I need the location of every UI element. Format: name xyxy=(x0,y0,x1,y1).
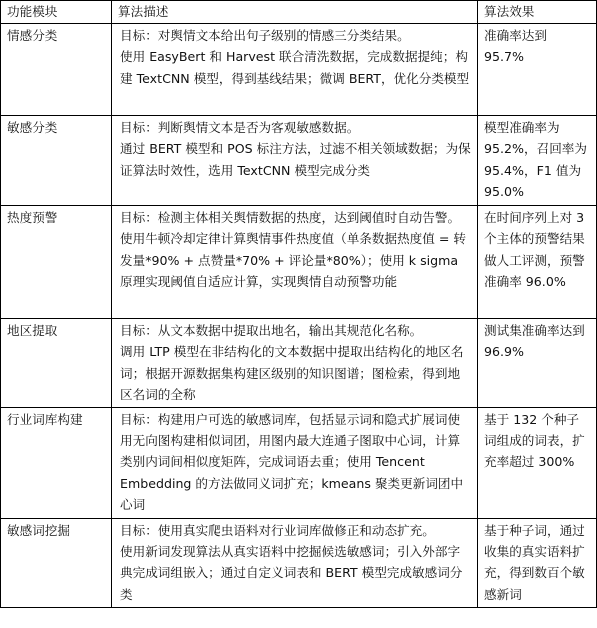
algorithm-cell xyxy=(112,24,478,116)
algorithm-cell xyxy=(112,407,478,518)
module-cell: 敏感分类 xyxy=(1,116,112,206)
header-effect: 算法效果 xyxy=(478,1,597,24)
algorithm-goal: 目标：构建用户可选的敏感词库，包括显示词和隐式扩展词使用无向图构建相似词团，用图内最大连通子图取中心词，计算类别内词间相似度矩阵，完成词语去重；使用 Tencent Embedding 的方法做同义词扩充；kmeans 聚类更新词团中心词 xyxy=(120,411,464,513)
module-cell: 敏感词挖掘 xyxy=(1,518,112,607)
header-row xyxy=(1,1,597,24)
effect-cell: 在时间序列上对 3 个主体的预警结果做人工评测，预警准确率 96.0% xyxy=(478,206,597,319)
effect-cell: 准确率达到 95.7% xyxy=(478,24,597,116)
header-algorithm: 算法描述 xyxy=(112,1,478,24)
algorithm-method: 使用牛顿冷却定律计算舆情事件热度值（单条数据热度值 = 转发量*90% + 点赞量*70% + 评论量*80%）；使用 k sigma 原理实现阈值自适应计算，实现舆情自动预警功能 xyxy=(120,231,466,290)
algorithm-goal: 目标：从文本数据中提取出地名，输出其规范化名称。 xyxy=(120,323,423,338)
algorithm-method: 使用新词发现算法从真实语料中挖掘候选敏感词；引入外部字典完成词组嵌入；通过自定义词表和 BERT 模型完成敏感词分类 xyxy=(120,544,463,602)
table-row xyxy=(1,319,597,408)
table-row xyxy=(1,24,597,116)
algorithm-method: 通过 BERT 模型和 POS 标注方法，过滤不相关领域数据；为保证算法时效性，选用 TextCNN 模型完成分类 xyxy=(120,141,471,178)
module-cell: 情感分类 xyxy=(1,24,112,116)
effect-cell: 基于种子词，通过收集的真实语料扩充，得到数百个敏感新词 xyxy=(478,518,597,607)
header-module: 功能模块 xyxy=(1,1,112,24)
algorithm-goal: 目标：使用真实爬虫语料对行业词库做修正和动态扩充。 xyxy=(120,522,435,538)
module-cell: 热度预警 xyxy=(1,206,112,319)
algorithm-goal: 目标：对舆情文本给出句子级别的情感三分类结果。 xyxy=(120,28,410,43)
table-row xyxy=(1,518,597,607)
algorithm-cell xyxy=(112,116,478,206)
module-cell: 地区提取 xyxy=(1,319,112,408)
table-row xyxy=(1,206,597,319)
algorithm-method: 使用 EasyBert 和 Harvest 联合清洗数据，完成数据提纯；构建 TextCNN 模型，得到基线结果；微调 BERT，优化分类模型 xyxy=(120,49,470,86)
table-row xyxy=(1,116,597,206)
table-row xyxy=(1,407,597,518)
effect-cell: 基于 132 个种子词组成的词表，扩充率超过 300% xyxy=(478,407,597,518)
effect-cell: 测试集准确率达到 96.9% xyxy=(478,319,597,408)
algorithm-cell xyxy=(112,319,478,408)
algorithm-cell xyxy=(112,206,478,319)
algorithm-cell xyxy=(112,518,478,607)
algorithm-goal: 目标：判断舆情文本是否为客观敏感数据。 xyxy=(120,120,360,135)
effect-cell: 模型准确率为 95.2%，召回率为 95.4%，F1 值为 95.0% xyxy=(478,116,597,206)
module-cell: 行业词库构建 xyxy=(1,407,112,518)
algorithm-method: 调用 LTP 模型在非结构化的文本数据中提取出结构化的地区名词；根据开源数据集构建区级别的知识图谱；图检索，得到地区名词的全称 xyxy=(120,344,464,403)
algorithm-goal: 目标：检测主体相关舆情数据的热度，达到阈值时自动告警。 xyxy=(120,210,461,225)
